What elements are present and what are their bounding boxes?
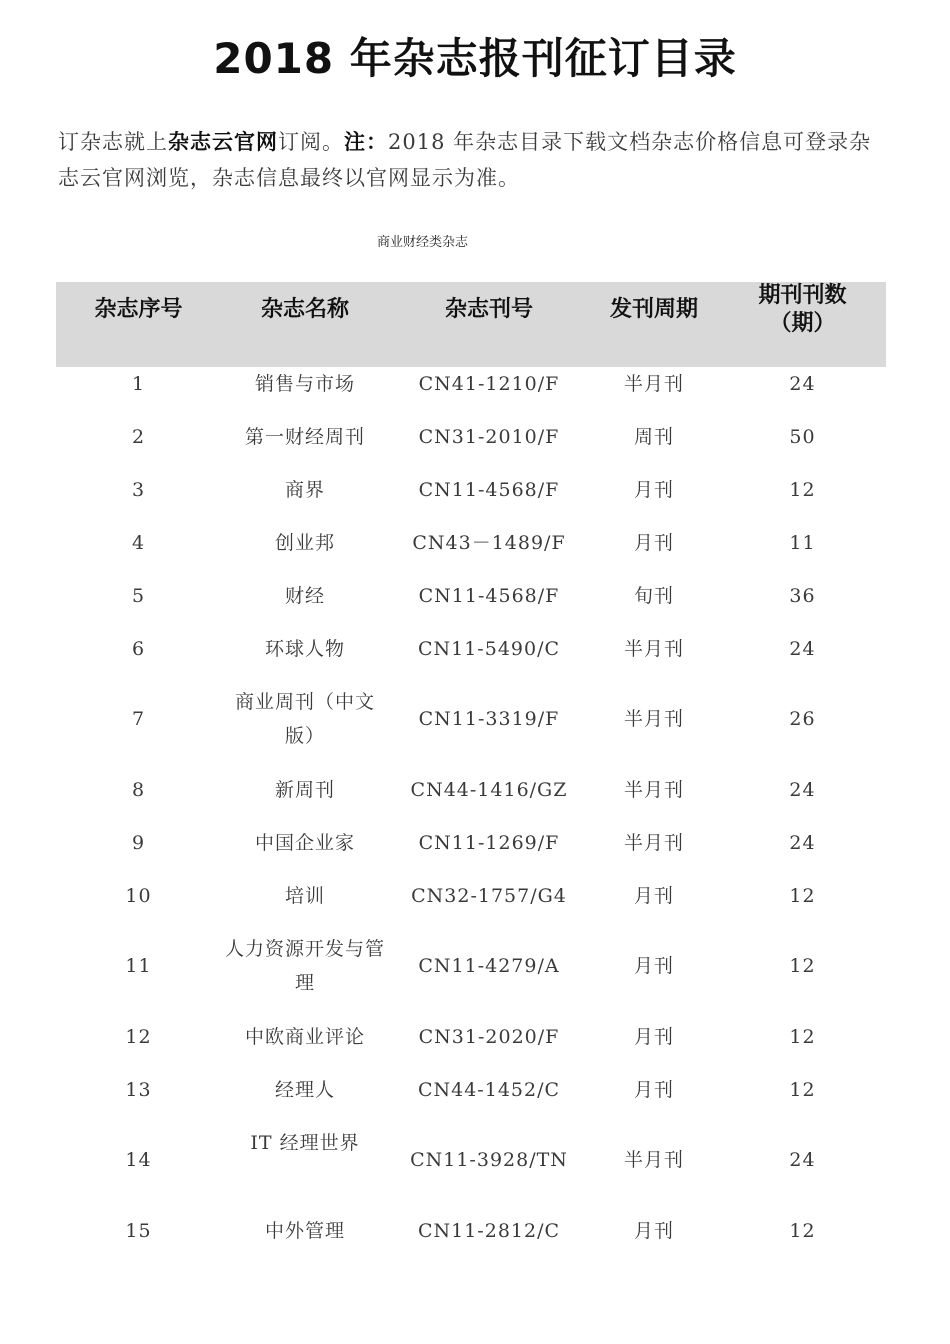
cell-count: 36	[789, 585, 816, 607]
cell-name: 中国企业家	[254, 832, 355, 854]
cell-no: 5	[131, 585, 146, 607]
table-row	[56, 579, 886, 632]
note-label: 注：	[344, 130, 388, 154]
cell-count: 12	[789, 1026, 816, 1048]
cell-no: 6	[131, 638, 146, 660]
table-row	[56, 826, 886, 879]
table-header-row	[56, 282, 886, 367]
cell-no: 1	[131, 373, 146, 395]
cell-count: 24	[789, 373, 816, 395]
table-row	[56, 526, 886, 579]
header-cycle: 发刊周期	[609, 297, 698, 322]
table-row	[56, 879, 886, 932]
table-body	[56, 367, 886, 1267]
table-row	[56, 932, 886, 1020]
intro-text-1: 订杂志就上	[58, 130, 168, 154]
cell-no: 15	[125, 1220, 152, 1242]
cell-code: CN11-4568/F	[418, 585, 560, 607]
cell-name: 培训	[284, 885, 325, 907]
table-row	[56, 685, 886, 773]
cell-count: 12	[789, 479, 816, 501]
cell-name: 商业周刊（中文版）	[234, 691, 375, 747]
cell-name: 环球人物	[264, 638, 345, 660]
cell-code: CN11-4279/A	[418, 955, 560, 977]
cell-code: CN11-1269/F	[418, 832, 560, 854]
table-row	[56, 367, 886, 420]
cell-no: 11	[125, 955, 152, 977]
section-title: 商业财经类杂志	[376, 235, 468, 250]
cell-code: CN31-2010/F	[418, 426, 560, 448]
header-code: 杂志刊号	[444, 297, 533, 322]
cell-code: CN31-2020/F	[418, 1026, 560, 1048]
cell-cycle: 旬刊	[633, 585, 674, 607]
cell-cycle: 月刊	[633, 479, 674, 501]
cell-cycle: 月刊	[633, 885, 674, 907]
table-row	[56, 420, 886, 473]
table-row	[56, 1020, 886, 1073]
cell-count: 24	[789, 638, 816, 660]
cell-name: 新周刊	[274, 779, 335, 801]
cell-cycle: 月刊	[633, 1026, 674, 1048]
cell-no: 10	[125, 885, 152, 907]
cell-count: 50	[789, 426, 816, 448]
header-no: 杂志序号	[94, 297, 183, 322]
cell-name: 人力资源开发与管理	[225, 938, 386, 994]
cell-cycle: 月刊	[633, 1079, 674, 1101]
cell-count: 24	[789, 779, 816, 801]
cell-code: CN41-1210/F	[418, 373, 560, 395]
cell-name: 商界	[284, 479, 325, 501]
cell-name: 财经	[284, 585, 325, 607]
cell-code: CN32-1757/G4	[411, 885, 567, 907]
cell-cycle: 月刊	[633, 1220, 674, 1242]
cell-cycle: 月刊	[633, 532, 674, 554]
cell-no: 12	[125, 1026, 152, 1048]
header-count: 期刊刊数（期）	[758, 283, 847, 336]
cell-count: 24	[789, 1149, 816, 1171]
cell-cycle: 半月刊	[623, 779, 684, 801]
table-row	[56, 1126, 886, 1214]
cell-name: IT 经理世界	[250, 1132, 360, 1154]
cell-count: 12	[789, 1220, 816, 1242]
intro-text-2: 订阅。	[278, 130, 344, 154]
page-title: 2018 年杂志报刊征订目录	[213, 34, 737, 83]
cell-code: CN11-4568/F	[418, 479, 560, 501]
cell-cycle: 月刊	[633, 955, 674, 977]
table-row	[56, 1073, 886, 1126]
cell-no: 4	[131, 532, 146, 554]
intro-paragraph	[58, 124, 888, 196]
cell-cycle: 半月刊	[623, 708, 684, 730]
cell-cycle: 半月刊	[623, 832, 684, 854]
cell-no: 2	[131, 426, 146, 448]
cell-code: CN43－1489/F	[412, 532, 566, 554]
cell-no: 8	[131, 779, 146, 801]
cell-cycle: 周刊	[633, 426, 674, 448]
cell-cycle: 半月刊	[623, 373, 684, 395]
cell-code: CN11-5490/C	[417, 638, 561, 660]
cell-count: 26	[789, 708, 816, 730]
cell-name: 第一财经周刊	[244, 426, 365, 448]
cell-code: CN11-3928/TN	[410, 1149, 568, 1171]
cell-code: CN44-1416/GZ	[410, 779, 568, 801]
cell-no: 3	[131, 479, 146, 501]
cell-count: 12	[789, 955, 816, 977]
magazine-table	[56, 282, 886, 1267]
cell-cycle: 半月刊	[623, 638, 684, 660]
cell-name: 销售与市场	[254, 373, 355, 395]
site-name-link: 杂志云官网	[168, 130, 278, 154]
cell-no: 13	[125, 1079, 152, 1101]
cell-no: 7	[131, 708, 146, 730]
cell-name: 经理人	[274, 1079, 335, 1101]
cell-count: 11	[789, 532, 816, 554]
cell-count: 12	[789, 885, 816, 907]
cell-name: 中欧商业评论	[244, 1026, 365, 1048]
table-row	[56, 632, 886, 685]
cell-no: 14	[125, 1149, 152, 1171]
cell-cycle: 半月刊	[623, 1149, 684, 1171]
cell-name: 中外管理	[264, 1220, 345, 1242]
cell-count: 12	[789, 1079, 816, 1101]
cell-no: 9	[131, 832, 146, 854]
table-row	[56, 773, 886, 826]
header-name: 杂志名称	[260, 297, 349, 322]
cell-code: CN11-3319/F	[418, 708, 560, 730]
cell-count: 24	[789, 832, 816, 854]
cell-name: 创业邦	[274, 532, 335, 554]
intro-text-3: 2018 年杂志目录下载文档杂志价格信息可登录杂志云官网浏览，杂志信息最终以官网显示为准。	[58, 130, 872, 190]
table-row	[56, 1214, 886, 1267]
cell-code: CN44-1452/C	[417, 1079, 561, 1101]
cell-code: CN11-2812/C	[417, 1220, 561, 1242]
table-row	[56, 473, 886, 526]
